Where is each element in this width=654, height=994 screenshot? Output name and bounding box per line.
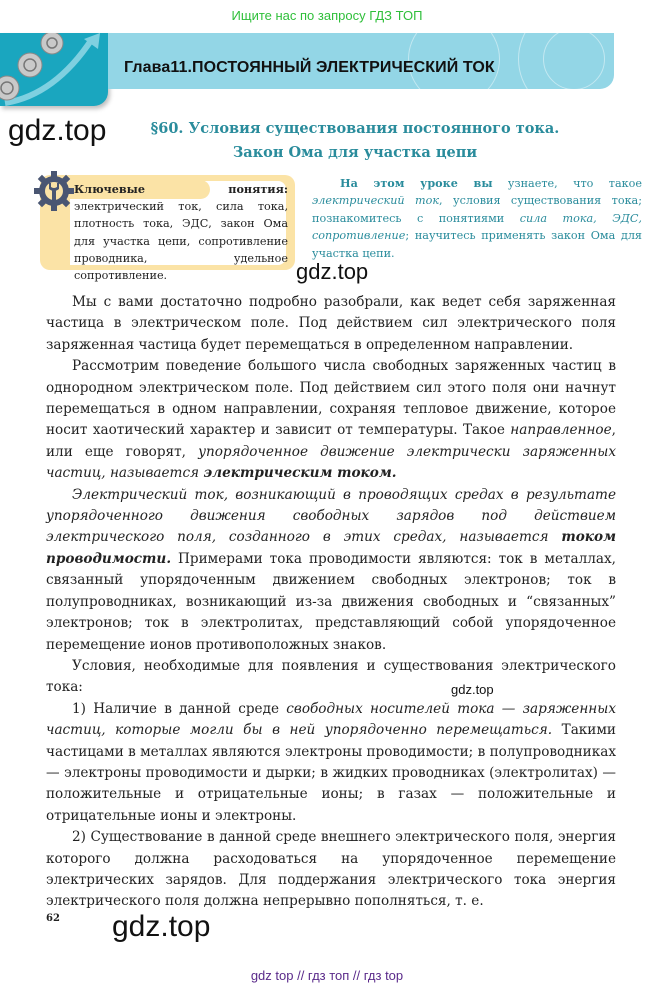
lesson-intro-term: сила тока, ЭДС, сопротивление [312,211,642,243]
paragraph-2: Рассмотрим поведение большого числа свободных заряженных частиц в однородном электрическом поле. Под действием сил этого поля они начнут перемещаться в одном направлении, сохраняя тепловое движение, которое носит хаотический характер и зависит от температуры. Такое направленное, или еще говорят, упорядоченное движение электрически заряженных частиц, называется электрическим током. [46,358,616,482]
watermark-bottom: gdz.top [112,910,211,943]
paragraph-definition: Электрический ток, возникающий в проводящих средах в результате упорядоченного движения свободных зарядов под действием электрического поля, созданного в этих средах, называется током проводимости. Примерами тока проводимости являются: ток в металлах, связанный упорядоченным движением свободных электронов; ток в полупроводниках, возникающий из-за движения свободных и “связанных” электронов; ток в электролитах, представляющий собой упорядоченное перемещение ионов противоположных знаков. [46,486,616,653]
footer-links[interactable]: gdz top // гдз топ // гдз top [250,968,404,983]
section-title-line2: Закон Ома для участка цепи [232,144,478,161]
paragraph-condition-2: 2) Существование в данной среде внешнего электрического поля, энергия которого должна расходоваться на упорядоченное перемещение электрических зарядов. Для поддержания электрического тока энергия электрического поля должна непрерывно пополняться, т. е. [46,829,616,910]
page-number: 62 [46,913,60,924]
gears-arrow-icon [0,33,108,106]
lesson-intro-text: ; научитесь применять закон Ома для участка цепи. [312,229,642,260]
lesson-intro-text: узнаете, что такое [492,177,642,190]
watermark-inline: gdz.top [451,682,494,697]
key-concepts-list: электрический ток, сила тока, плотность тока, ЭДС, закон Ома для участка цепи, сопротивление проводника, удельное сопротивление. [74,200,288,283]
lesson-intro [312,175,642,262]
key-concepts-text [74,181,288,284]
watermark-top-left: gdz.top [8,114,107,147]
lesson-intro-term: электрический ток [312,194,440,208]
paragraph-1: Мы с вами достаточно подробно разобрали, как ведет себя заряженная частица в электрическом поле. Под действием сил электрического поля заряженная частица будет перемещаться в определенном направлении. [46,294,616,353]
wrench-gear-icon [33,170,75,212]
lesson-intro-lead: На этом уроке вы [340,176,493,190]
key-concepts-label: Ключевые понятия: [74,182,288,196]
chapter-title: Глава11.ПОСТОЯННЫЙ ЭЛЕКТРИЧЕСКИЙ ТОК [124,59,495,76]
lesson-intro-text: , условия существования тока; познакомитесь с понятиями [312,194,642,225]
paragraph-conditions-intro: Условия, необходимые для появления и существования электрического тока: [46,657,616,696]
section-title [120,117,590,165]
search-hint-banner: Ищите нас по запросу ГДЗ ТОП [231,8,423,23]
chapter-icon [0,33,108,106]
watermark-mid: gdz.top [296,259,369,284]
main-text [46,292,616,913]
paragraph-condition-1: 1) Наличие в данной среде свободных носителей тока — заряженных частиц, которые могли бы в ней упорядоченно перемещаться. Такими частицами в металлах являются электроны проводимости; в полупроводниках — электроны проводимости и дырки; в жидких проводниках (электролитах) — положительные и отрицательные ионы; в газах — положительные и отрицательные ионы и электроны. [46,700,617,824]
section-title-line1: §60. Условия существования постоянного тока. [150,120,560,137]
